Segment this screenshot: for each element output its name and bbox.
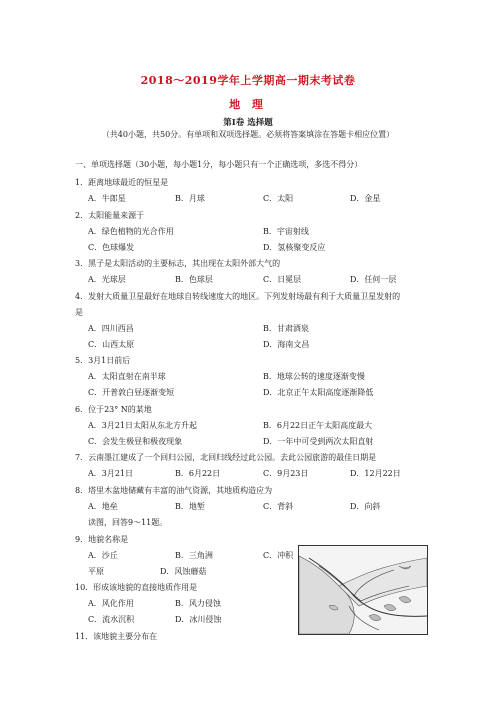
q4-option-c: C．山西太原 (88, 340, 135, 349)
q8-option-b: B．地堑 (175, 502, 205, 511)
q3-stem: 3．黑子是太阳活动的主要标志，其出现在太阳外部大气的 (75, 259, 281, 268)
q1-stem: 1．距离地球最近的恒星是 (75, 178, 169, 187)
q4-option-b: B．甘肃酒泉 (263, 324, 309, 333)
q7-option-a: A．3月21日 (88, 469, 134, 478)
q8-option-d: D．向斜 (350, 502, 381, 511)
q8-option-a: A．地垒 (88, 502, 118, 511)
q8-stem: 8．塔里木盆地储藏有丰富的油气资源，其地质构造应为 (75, 486, 273, 495)
q7-option-d: D．12月22日 (350, 469, 401, 478)
q4-option-d: D．海南文昌 (263, 340, 310, 349)
q10-stem: 10．形成该地貌的直接地质作用是 (75, 583, 198, 592)
q10-option-d: D．冰川侵蚀 (175, 615, 222, 624)
q10-option-b: B．风力侵蚀 (175, 599, 221, 608)
q9-option-d: D．风蚀蘑菇 (160, 567, 207, 576)
subject-title: 地 理 (229, 98, 267, 111)
q3-option-a: A．光球层 (88, 275, 126, 284)
delta-map-image (299, 546, 427, 634)
q6-option-c: C．会发生极昼和极夜现象 (88, 437, 183, 446)
q5-option-b: B．地球公转的速度逐渐变慢 (263, 372, 365, 381)
q9-option-c-cont: 平原 (88, 567, 104, 576)
q3-option-c: C．日冕层 (263, 275, 302, 284)
q10-option-c: C．流水沉积 (88, 615, 135, 624)
q3-option-b: B．色球层 (175, 275, 213, 284)
q2-stem: 2．太阳能量来源于 (75, 211, 145, 220)
q1-option-c: C．太阳 (263, 194, 294, 203)
section-note: （共40小题，共50分。有单项和双项选择题。必须将答案填涂在答题卡相应位置） (101, 130, 395, 139)
landform-figure (298, 545, 428, 635)
q2-option-c: C．色球爆发 (88, 243, 135, 252)
exam-title: 2018～2019学年上学期高一期末考试卷 (140, 74, 356, 87)
q9-option-b: B．三角洲 (175, 551, 213, 560)
q9-stem: 9．地貌名称是 (75, 535, 129, 544)
section-heading: 第Ⅰ卷 选择题 (223, 118, 273, 128)
q4-option-a: A．四川西昌 (88, 324, 134, 333)
q6-option-a: A．3月21日太阳从东北方升起 (88, 421, 198, 430)
q7-option-c: C．9月23日 (263, 469, 309, 478)
q9-option-a: A．沙丘 (88, 551, 118, 560)
q7-option-b: B．6月22日 (175, 469, 221, 478)
read-figure-prompt: 读图，回答9～11题。 (88, 518, 168, 527)
q5-option-d: D．北京正午太阳高度逐渐降低 (263, 388, 374, 397)
q1-option-a: A．牛郎星 (88, 194, 126, 203)
q2-option-d: D．氢核聚变反应 (263, 243, 326, 252)
q5-stem: 5．3月1日前后 (75, 356, 131, 365)
q6-option-d: D．一年中可受到两次太阳直射 (263, 437, 374, 446)
q7-stem: 7．云南墨江建成了一个回归公园，北回归线经过此公园。去此公园旅游的最佳日期是 (75, 453, 377, 462)
instructions: 一、单项选择题（30小题，每小题1分，每小题只有一个正确选项，多选不得分） (75, 160, 363, 169)
q2-option-a: A．绿色植物的光合作用 (88, 227, 174, 236)
q10-option-a: A．风化作用 (88, 599, 134, 608)
q3-option-d: D．任何一层 (350, 275, 397, 284)
q4-stem-line2: 是 (75, 308, 83, 317)
q8-option-c: C．背斜 (263, 502, 294, 511)
q1-option-d: D．金星 (350, 194, 381, 203)
q6-stem: 6．位于23° N的某地 (75, 405, 152, 414)
q5-option-a: A．太阳直射在南半球 (88, 372, 166, 381)
q6-option-b: B．6月22日正午太阳高度最大 (263, 421, 373, 430)
q1-option-b: B．月球 (175, 194, 205, 203)
q11-stem: 11．该地貌主要分布在 (75, 632, 158, 641)
q9-option-c: C．冲积 (263, 551, 294, 560)
q5-option-c: C．开普敦白昼逐渐变短 (88, 388, 175, 397)
q2-option-b: B．宇宙射线 (263, 227, 309, 236)
q4-stem-line1: 4．发射大质量卫星最好在地球自转线速度大的地区。下列发射场最有利于大质量卫星发射的 (75, 292, 401, 301)
